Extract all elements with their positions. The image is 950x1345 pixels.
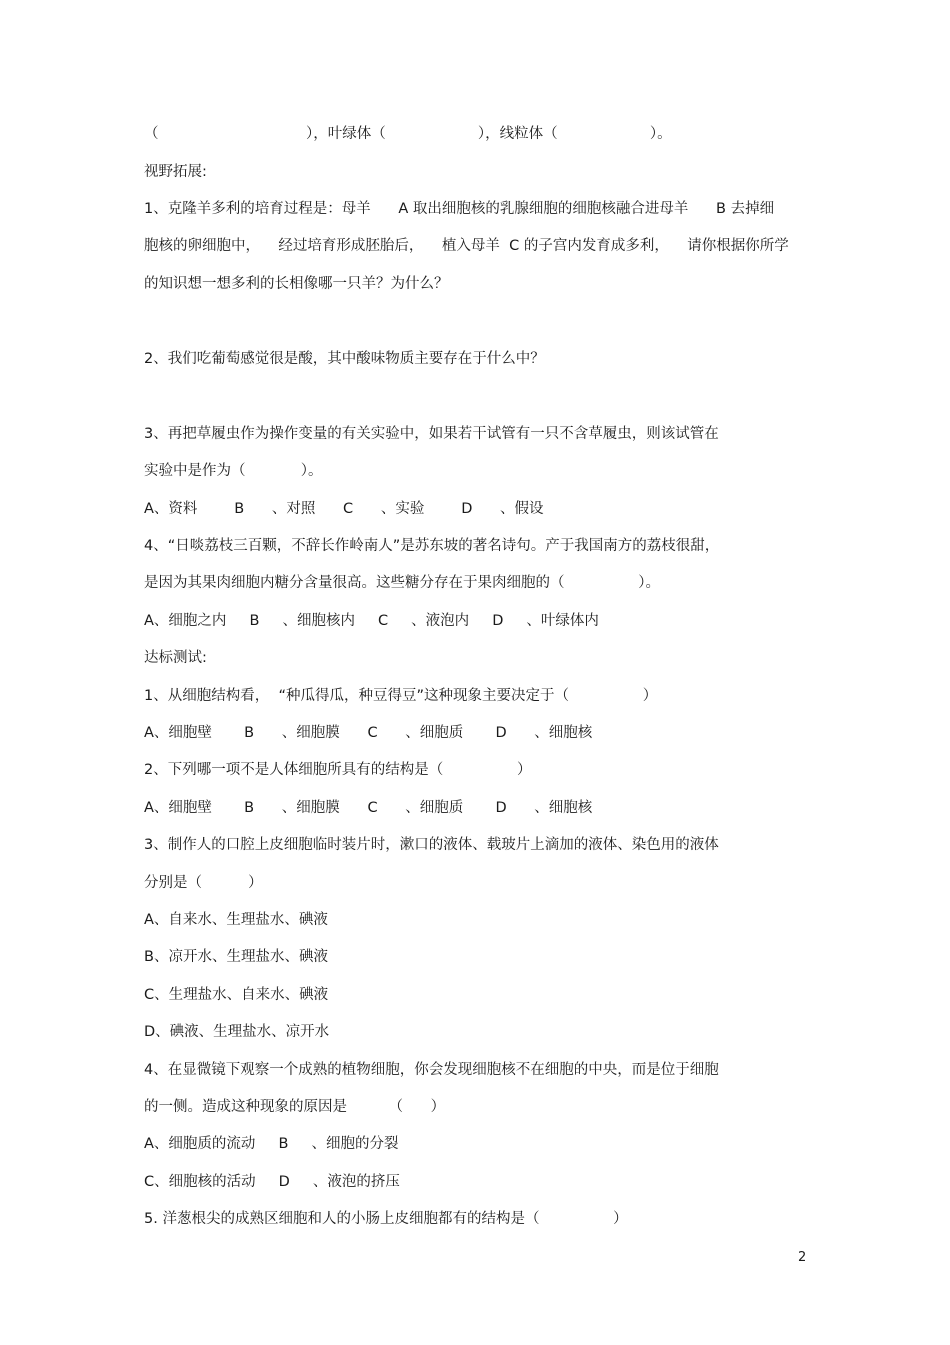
answer-options: A、细胞之内 B 、细胞核内 C 、液泡内 D 、叶绿体内 xyxy=(144,613,599,629)
text-line: 3、再把草履虫作为操作变量的有关实验中，如果若干试管有一只不含草履虫，则该试管在 xyxy=(144,426,719,442)
text-line: 2、我们吃葡萄感觉很是酸，其中酸味物质主要存在于什么中？ xyxy=(144,351,545,367)
answer-options: A、资料 B 、对照 C 、实验 D 、假设 xyxy=(144,501,544,517)
answer-options: C、细胞核的活动 D 、液泡的挤压 xyxy=(144,1174,400,1190)
answer-options: A、细胞质的流动 B 、细胞的分裂 xyxy=(144,1136,399,1152)
answer-option: D、碘液、生理盐水、凉开水 xyxy=(144,1024,330,1040)
answer-options: A、细胞壁 B 、细胞膜 C 、细胞质 D 、细胞核 xyxy=(144,725,593,741)
text-line: 实验中是作为（ ）。 xyxy=(144,463,323,479)
text-line: 的知识想一想多利的长相像哪一只羊？为什么？ xyxy=(144,276,449,292)
text-line: 3、制作人的口腔上皮细胞临时装片时，漱口的液体、载玻片上滴加的液体、染色用的液体 xyxy=(144,837,719,853)
text-line: 4、在显微镜下观察一个成熟的植物细胞，你会发现细胞核不在细胞的中央，而是位于细胞 xyxy=(144,1062,719,1078)
page-number: 2 xyxy=(798,1250,807,1265)
answer-options: A、细胞壁 B 、细胞膜 C 、细胞质 D 、细胞核 xyxy=(144,800,593,816)
text-line: 的一侧。造成这种现象的原因是 （ ） xyxy=(144,1099,446,1115)
section-heading: 视野拓展: xyxy=(144,164,207,180)
answer-option: C、生理盐水、自来水、碘液 xyxy=(144,987,329,1003)
answer-option: A、自来水、生理盐水、碘液 xyxy=(144,912,328,928)
text-line: （ ），叶绿体（ ），线粒体（ ）。 xyxy=(144,126,672,142)
text-line: 1、克隆羊多利的培育过程是：母羊 A 取出细胞核的乳腺细胞的细胞核融合进母羊 B 去掉细 xyxy=(144,201,775,217)
text-line: 4、“日啖荔枝三百颗，不辞长作岭南人”是苏东坡的著名诗句。产于我国南方的荔枝很甜， xyxy=(144,538,720,554)
text-line: 2、下列哪一项不是人体细胞所具有的结构是（ ） xyxy=(144,762,532,778)
text-line: 5. 洋葱根尖的成熟区细胞和人的小肠上皮细胞都有的结构是（ ） xyxy=(144,1211,628,1227)
text-line: 1、从细胞结构看， “种瓜得瓜，种豆得豆”这种现象主要决定于（ ） xyxy=(144,688,658,704)
text-line: 胞核的卵细胞中， 经过培育形成胚胎后， 植入母羊 C 的子宫内发育成多利， 请你根据你所学 xyxy=(144,238,789,254)
text-line: 是因为其果肉细胞内糖分含量很高。这些糖分存在于果肉细胞的（ ）。 xyxy=(144,575,660,591)
answer-option: B、凉开水、生理盐水、碘液 xyxy=(144,949,328,965)
section-heading: 达标测试: xyxy=(144,650,207,666)
text-line: 分别是（ ） xyxy=(144,875,263,891)
